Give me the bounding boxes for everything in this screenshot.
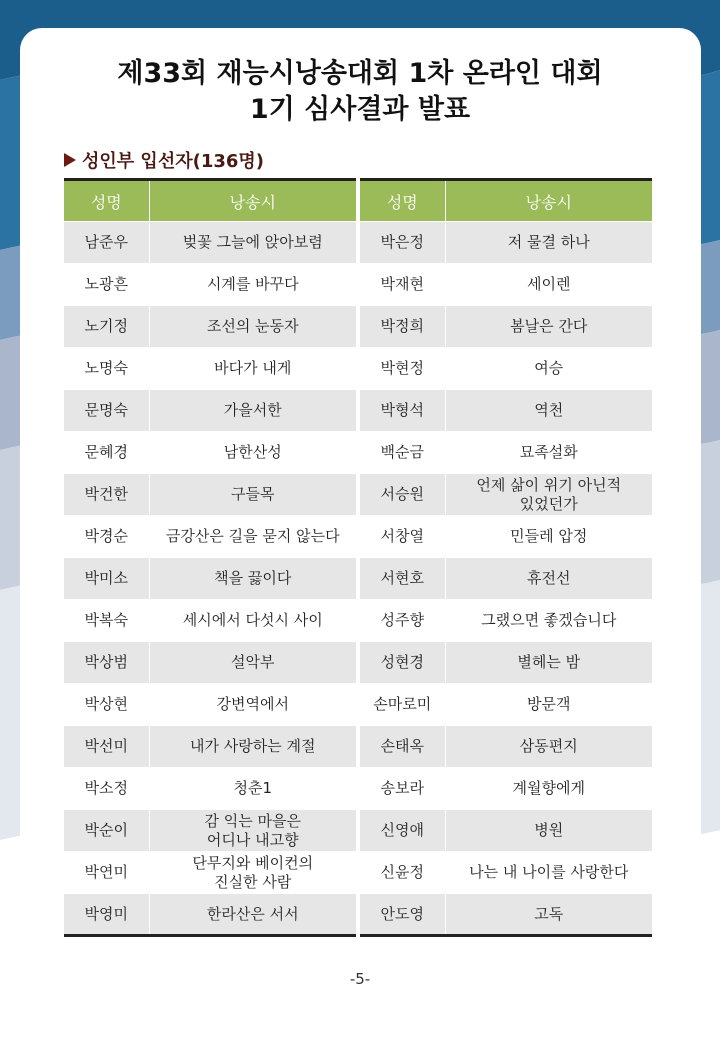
entrant-name: 문명숙 [64,390,149,432]
table-row [360,726,652,768]
poem-title: 책을 끓이다 [149,558,356,600]
entrant-name: 서승원 [360,474,445,516]
table-row [64,432,356,474]
table-row [64,558,356,600]
table-row [360,474,652,516]
title-line-1: 제33회 재능시낭송대회 1차 온라인 대회 [117,58,603,89]
entrant-name: 박복숙 [64,600,149,642]
entrant-name: 박상범 [64,642,149,684]
table-row [360,768,652,810]
triangle-marker-icon [64,153,76,167]
entrant-name: 백순금 [360,432,445,474]
header-name: 성명 [360,180,445,222]
poem-title: 조선의 눈동자 [149,306,356,348]
entrant-name: 손마로미 [360,684,445,726]
entrant-name: 안도영 [360,894,445,936]
poem-title: 벚꽃 그늘에 앉아보렴 [149,222,356,264]
table-row [360,894,652,936]
header-poem: 낭송시 [445,180,652,222]
page-number: -5- [349,970,371,988]
entrant-name: 박순이 [64,810,149,852]
table-row [64,726,356,768]
poem-title: 묘족설화 [445,432,652,474]
poem-title: 바다가 내게 [149,348,356,390]
entrant-name: 성주향 [360,600,445,642]
results-table-left [64,178,356,937]
poem-title: 구들목 [149,474,356,516]
page-title [0,56,720,128]
poem-title: 한라산은 서서 [149,894,356,936]
poem-title: 금강산은 길을 묻지 않는다 [149,516,356,558]
entrant-name: 신윤정 [360,852,445,894]
poem-title: 역천 [445,390,652,432]
table-row [64,684,356,726]
entrant-name: 박경순 [64,516,149,558]
table-row [360,516,652,558]
entrant-name: 박상현 [64,684,149,726]
table-header-row [360,180,652,222]
table-row [360,684,652,726]
poem-title: 내가 사랑하는 계절 [149,726,356,768]
entrant-name: 박소정 [64,768,149,810]
table-row [64,348,356,390]
entrant-name: 노광흔 [64,264,149,306]
poem-title: 봄날은 간다 [445,306,652,348]
poem-title: 휴전선 [445,558,652,600]
entrant-name: 박건한 [64,474,149,516]
poem-title: 세이렌 [445,264,652,306]
poem-title: 나는 내 나이를 사랑한다 [445,852,652,894]
entrant-name: 박은정 [360,222,445,264]
entrant-name: 서창열 [360,516,445,558]
table-row [64,768,356,810]
entrant-name: 신영애 [360,810,445,852]
table-row [64,306,356,348]
table-row [360,306,652,348]
results-table-right [360,178,652,937]
entrant-name: 박정희 [360,306,445,348]
table-row [360,852,652,894]
entrant-name: 문혜경 [64,432,149,474]
entrant-name: 박재현 [360,264,445,306]
entrant-name: 서현호 [360,558,445,600]
table-row [64,894,356,936]
poem-title: 세시에서 다섯시 사이 [149,600,356,642]
table-row [64,222,356,264]
section-title: 성인부 입선자(136명) [82,151,265,172]
poem-title: 강변역에서 [149,684,356,726]
table-row [64,852,356,894]
poem-title: 청춘1 [149,768,356,810]
poem-title: 방문객 [445,684,652,726]
poem-title: 계월향에게 [445,768,652,810]
poem-title: 그랬으면 좋겠습니다 [445,600,652,642]
header-poem: 낭송시 [149,180,356,222]
entrant-name: 남준우 [64,222,149,264]
section-heading [64,147,264,173]
table-row [360,390,652,432]
table-row [64,516,356,558]
table-row [64,474,356,516]
header-name: 성명 [64,180,149,222]
table-row [360,432,652,474]
poem-title: 설악부 [149,642,356,684]
table-header-row [64,180,356,222]
entrant-name: 박미소 [64,558,149,600]
entrant-name: 박선미 [64,726,149,768]
table-row [360,348,652,390]
poem-title: 저 물결 하나 [445,222,652,264]
poem-title: 가을서한 [149,390,356,432]
table-row [360,264,652,306]
entrant-name: 박형석 [360,390,445,432]
table-row [64,390,356,432]
entrant-name: 성현경 [360,642,445,684]
poem-title: 감 익는 마을은 어디나 내고향 [149,810,356,852]
poem-title: 삼동편지 [445,726,652,768]
table-row [360,558,652,600]
poem-title: 단무지와 베이컨의 진실한 사람 [149,852,356,894]
entrant-name: 노명숙 [64,348,149,390]
title-line-2: 1기 심사결과 발표 [249,94,471,125]
entrant-name: 손태옥 [360,726,445,768]
poem-title: 남한산성 [149,432,356,474]
entrant-name: 송보라 [360,768,445,810]
poem-title: 시계를 바꾸다 [149,264,356,306]
poem-title: 병원 [445,810,652,852]
poem-title: 별헤는 밤 [445,642,652,684]
entrant-name: 박연미 [64,852,149,894]
table-row [64,642,356,684]
table-row [360,600,652,642]
poem-title: 고독 [445,894,652,936]
table-row [64,810,356,852]
entrant-name: 박현정 [360,348,445,390]
entrant-name: 노기정 [64,306,149,348]
poem-title: 민들레 압정 [445,516,652,558]
table-row [64,600,356,642]
table-row [360,810,652,852]
poem-title: 여승 [445,348,652,390]
poem-title: 언제 삶이 위기 아닌적 있었던가 [445,474,652,516]
table-row [64,264,356,306]
table-row [360,222,652,264]
table-row [360,642,652,684]
entrant-name: 박영미 [64,894,149,936]
